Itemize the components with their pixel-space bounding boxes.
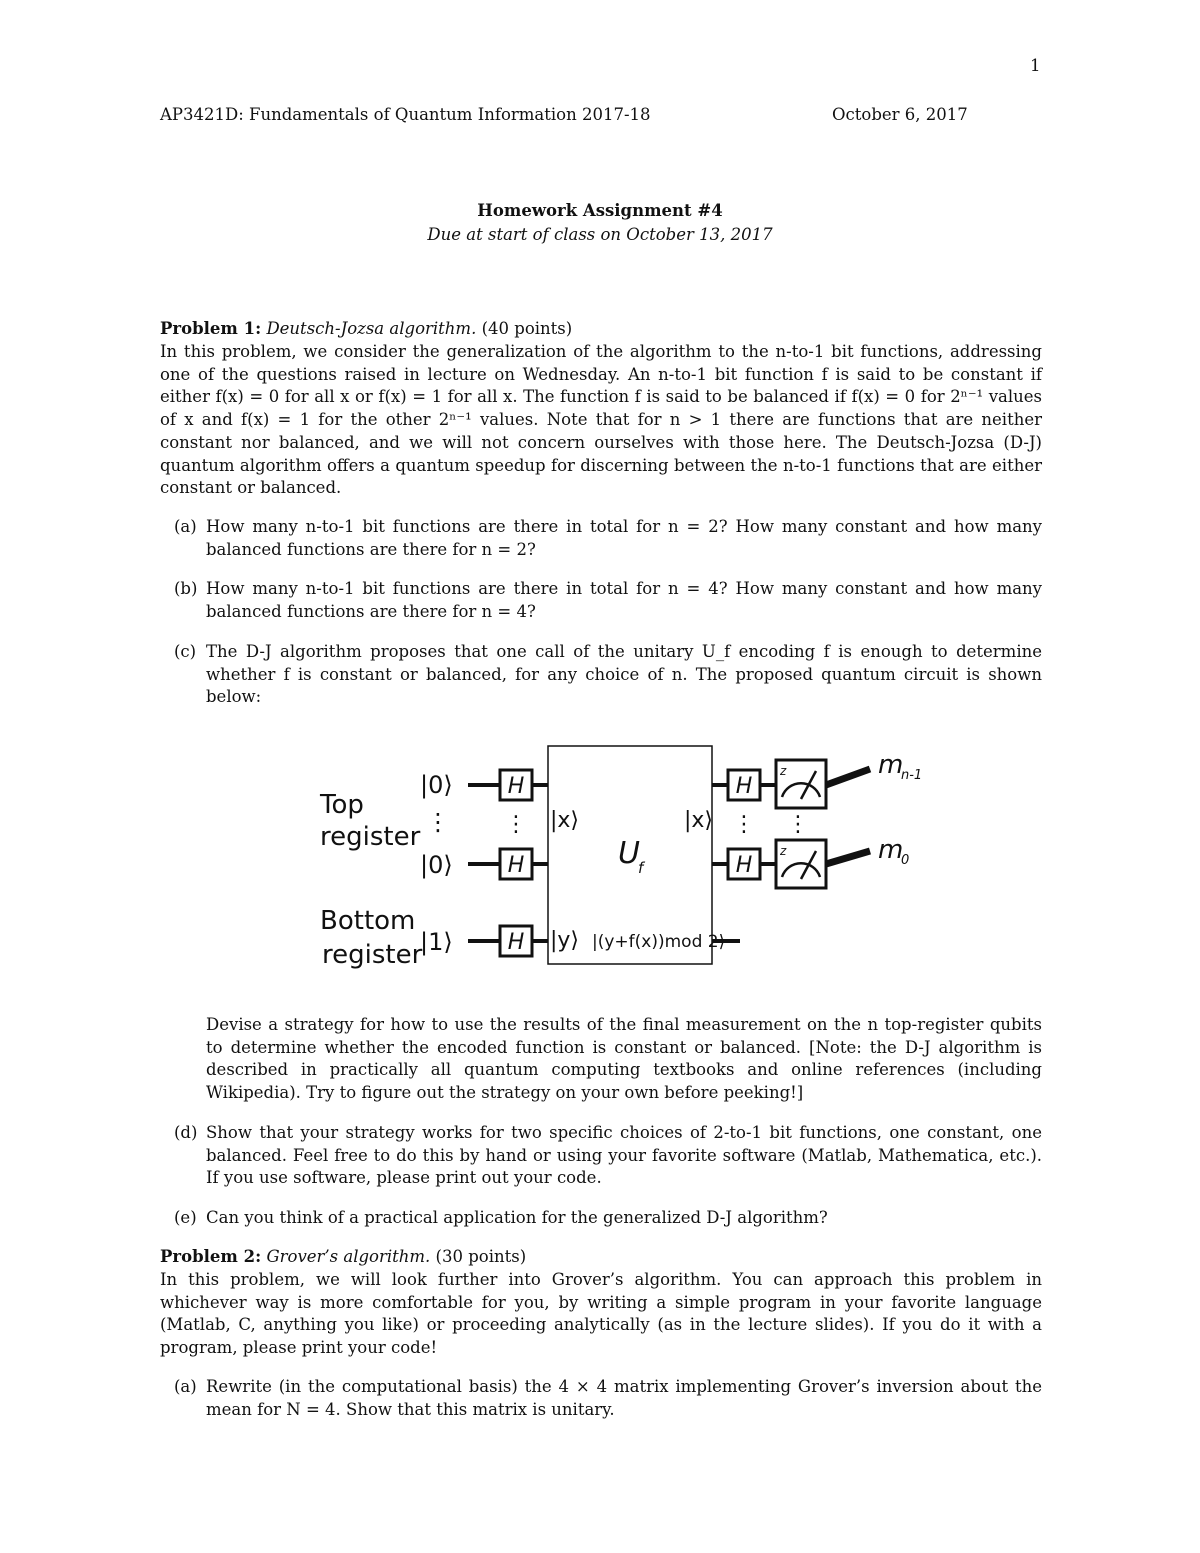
h-label: H xyxy=(507,774,525,799)
svg-text:z: z xyxy=(780,764,787,778)
item-label: (a) xyxy=(174,517,197,536)
problem1-item-a xyxy=(160,516,1042,561)
problem2-name: Grover’s algorithm. xyxy=(266,1247,431,1266)
item-label: (b) xyxy=(174,579,198,598)
problem1-heading: Problem 1: xyxy=(160,319,262,338)
ket0-bottom: |0⟩ xyxy=(420,851,453,879)
h-label: H xyxy=(735,853,753,878)
problem1-item-e xyxy=(160,1207,1042,1230)
problem2-intro: In this problem, we will look further into Grover’s algorithm. You can approach this problem in whichever way is more comfortable for you, by writing a simple program in your favorite language (Matlab, C, anything you like) or proceeding analytically (as in the lecture slides). If you do it with a program, please print your code! xyxy=(160,1270,1042,1358)
m-bottom-label: m xyxy=(878,835,904,865)
bottom-register-label-2: register xyxy=(322,940,423,970)
course-header: AP3421D: Fundamentals of Quantum Information 2017-18 xyxy=(160,105,651,124)
x-in-ket: |x⟩ xyxy=(550,808,580,833)
vdots-h-out: ⋮ xyxy=(733,812,755,837)
strategy-text: Devise a strategy for how to use the results of the final measurement on the n top-register qubits to determine whether the encoded function is constant or balanced. [Note: the D-J algorithm is described in practically all quantum computing textbooks and online references (including Wikipedia). Try to figure out the strategy on your own before peeking!] xyxy=(206,1015,1042,1103)
m-top-label: m xyxy=(878,750,904,780)
svg-text:z: z xyxy=(780,844,787,858)
measurement-meter-top xyxy=(776,760,826,808)
item-label: (c) xyxy=(174,642,197,661)
m-bottom-subscript: 0 xyxy=(901,853,910,868)
item-label: (e) xyxy=(174,1208,197,1227)
h-label: H xyxy=(507,930,525,955)
vdots-meter: ⋮ xyxy=(787,812,809,837)
measurement-meter-bottom xyxy=(776,840,826,888)
problem1-strategy xyxy=(160,1014,1042,1105)
assignment-title: Homework Assignment #4 xyxy=(477,201,723,220)
item-text: How many n-to-1 bit functions are there in total for n = 4? How many constant and how many balanced functions are there for n = 4? xyxy=(206,579,1042,621)
item-label: (a) xyxy=(174,1377,197,1396)
item-text: How many n-to-1 bit functions are there in total for n = 2? How many constant and how many balanced functions are there for n = 2? xyxy=(206,517,1042,559)
h-label: H xyxy=(735,774,753,799)
header-date: October 6, 2017 xyxy=(832,105,968,124)
problem1-heading-line xyxy=(160,318,1042,341)
item-text: Can you think of a practical application for the generalized D-J algorithm? xyxy=(206,1208,828,1227)
vdots-h-in: ⋮ xyxy=(505,812,527,837)
top-register-label-2: register xyxy=(320,822,421,852)
y-in-ket: |y⟩ xyxy=(550,928,580,953)
problem1-intro: In this problem, we consider the generalization of the algorithm to the n-to-1 bit functions, addressing one of the questions raised in lecture on Wednesday. An n-to-1 bit function f is said to be constant if either f(x) = 0 for all x or f(x) = 1 for all x. The function f is said to be balanced if f(x) = 0 for 2ⁿ⁻¹ values of x and f(x) = 1 for the other 2ⁿ⁻¹ values. Note that for n > 1 there are functions that are neither constant nor balanced, and we will not concern ourselves with those here. The Deutsch-Jozsa (D-J) quantum algorithm offers a quantum speedup for discerning between the n-to-1 functions that are either constant or balanced. xyxy=(160,342,1042,498)
m-top-subscript: n-1 xyxy=(901,768,923,783)
y-out-ket: |(y+f(x))mod 2⟩ xyxy=(592,932,726,952)
problem2-heading: Problem 2: xyxy=(160,1247,262,1266)
problem2-heading-line xyxy=(160,1246,1042,1269)
item-text: Rewrite (in the computational basis) the 4 × 4 matrix implementing Grover’s inversion about the mean for N = 4. Show that this matrix is unitary. xyxy=(206,1377,1042,1419)
x-out-ket: |x⟩ xyxy=(684,808,714,833)
h-label: H xyxy=(507,853,525,878)
ket0-top: |0⟩ xyxy=(420,771,453,799)
top-register-label-1: Top xyxy=(320,790,364,820)
item-label: (d) xyxy=(174,1123,198,1142)
uf-subscript: f xyxy=(638,859,644,877)
problem2-item-a xyxy=(160,1376,1042,1421)
item-text: Show that your strategy works for two specific choices of 2-to-1 bit functions, one constant, one balanced. Feel free to do this by hand or using your favorite software (Matlab, Mathematica, etc.). If you use software, please print out your code. xyxy=(206,1123,1042,1188)
dj-circuit-diagram xyxy=(300,735,960,980)
due-date: Due at start of class on October 13, 2017 xyxy=(427,225,773,244)
problem1-points: (40 points) xyxy=(481,319,573,338)
ket1: |1⟩ xyxy=(420,928,453,956)
problem1-name: Deutsch-Jozsa algorithm. xyxy=(266,319,477,338)
page-number: 1 xyxy=(1030,56,1041,75)
problem1-item-c xyxy=(160,641,1042,709)
problem1-item-d xyxy=(160,1122,1042,1190)
problem1-item-b xyxy=(160,578,1042,623)
bottom-register-label-1: Bottom xyxy=(320,906,416,936)
uf-label: U xyxy=(618,836,640,871)
problem2-points: (30 points) xyxy=(435,1247,527,1266)
vdots-left: ⋮ xyxy=(426,808,450,836)
item-text: The D-J algorithm proposes that one call of the unitary U_f encoding f is enough to determine whether f is constant or balanced, for any choice of n. The proposed quantum circuit is shown below: xyxy=(206,642,1042,707)
